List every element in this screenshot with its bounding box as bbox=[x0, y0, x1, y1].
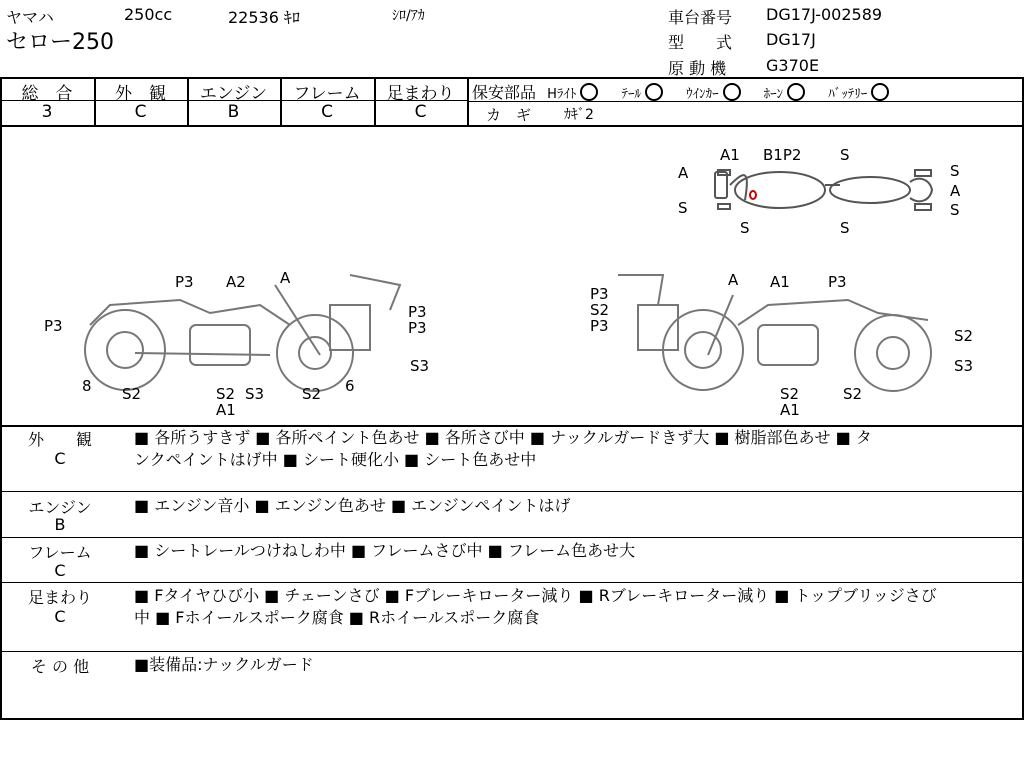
type-label: 型 式 bbox=[668, 33, 733, 52]
svg-text:8: 8 bbox=[82, 377, 92, 395]
remark-grade-frame: C bbox=[54, 561, 66, 580]
overall-grade: 3 bbox=[41, 102, 53, 122]
safety-label: 保安部品 bbox=[472, 83, 537, 102]
battery-label: ﾊﾞｯﾃﾘｰ bbox=[828, 87, 868, 102]
tv-label-a1: A1 bbox=[720, 146, 740, 164]
remark-grade-exterior: C bbox=[54, 449, 66, 468]
tv-label-s: S bbox=[840, 146, 850, 164]
exterior-label: 外 観 bbox=[115, 84, 166, 104]
safety-parts bbox=[472, 80, 889, 103]
svg-text:P3: P3 bbox=[44, 317, 63, 335]
tv-label-s-bottom2: S bbox=[840, 219, 850, 237]
battery-ok-icon bbox=[871, 83, 889, 101]
key-value: ｶｷﾞ2 bbox=[564, 107, 594, 123]
svg-text:P3: P3 bbox=[590, 285, 609, 303]
frame-grade: C bbox=[321, 102, 333, 122]
tv-label-b1p2: B1P2 bbox=[763, 146, 802, 164]
svg-text:S2: S2 bbox=[302, 385, 322, 403]
tail-label: ﾃｰﾙ bbox=[621, 87, 641, 102]
remark-text-frame: ■ シートレールつけねしわ中 ■ フレームさび中 ■ フレーム色あせ大 bbox=[134, 541, 636, 560]
svg-text:S3: S3 bbox=[245, 385, 265, 403]
mileage: 22536 ｷﾛ bbox=[228, 8, 300, 27]
engine-value: G370E bbox=[766, 56, 820, 75]
remark-text-engine: ■ エンジン音小 ■ エンジン色あせ ■ エンジンペイントはげ bbox=[134, 496, 571, 515]
frame-grade-label: フレーム bbox=[293, 84, 361, 104]
svg-text:P3: P3 bbox=[828, 273, 847, 291]
remark-label-engine: エンジン bbox=[28, 498, 92, 517]
tv-label-a-right: A bbox=[950, 182, 961, 200]
headlight-label: Hﾗｲﾄ bbox=[547, 87, 577, 102]
svg-text:S2: S2 bbox=[843, 385, 863, 403]
svg-text:S3: S3 bbox=[954, 357, 974, 375]
winker-label: ｳｲﾝｶｰ bbox=[686, 87, 719, 102]
tv-label-s-right: S bbox=[950, 162, 960, 180]
damage-mark-icon bbox=[750, 191, 756, 199]
remark-grade-suspension: C bbox=[54, 607, 66, 626]
suspension-grade-label: 足まわり bbox=[386, 84, 455, 104]
displacement: 250cc bbox=[124, 5, 173, 24]
svg-text:P3: P3 bbox=[590, 317, 609, 335]
remark-text-exterior-2: ンクペイントはげ中 ■ シート硬化小 ■ シート色あせ中 bbox=[134, 450, 537, 469]
tv-label-s-left: S bbox=[678, 199, 688, 217]
svg-text:P3: P3 bbox=[175, 273, 194, 291]
maker: ヤマハ bbox=[6, 8, 54, 27]
svg-text:A: A bbox=[280, 269, 291, 287]
left-side-diagram bbox=[40, 265, 440, 420]
horn-ok-icon bbox=[787, 83, 805, 101]
overall-label: 総 合 bbox=[21, 84, 73, 104]
type-value: DG17J bbox=[766, 30, 816, 49]
remark-label-suspension: 足まわり bbox=[27, 588, 92, 607]
suspension-grade: C bbox=[414, 102, 427, 122]
svg-text:S2: S2 bbox=[590, 301, 610, 319]
tail-ok-icon bbox=[645, 83, 663, 101]
remark-label-other: そ の 他 bbox=[30, 657, 90, 676]
frame-no-label: 車台番号 bbox=[668, 8, 733, 27]
body-color: ｼﾛ/ｱｶ bbox=[392, 8, 425, 24]
key-label: カ ギ bbox=[486, 106, 532, 124]
svg-text:6: 6 bbox=[345, 377, 355, 395]
engine-grade: B bbox=[227, 102, 240, 122]
remark-label-frame: フレーム bbox=[28, 543, 92, 562]
model-name: セロー250 bbox=[6, 30, 114, 55]
svg-text:P3: P3 bbox=[408, 319, 427, 337]
svg-text:A1: A1 bbox=[216, 401, 236, 419]
svg-text:P3: P3 bbox=[408, 303, 427, 321]
tv-label-s-right2: S bbox=[950, 201, 960, 219]
top-view-diagram bbox=[660, 140, 1000, 240]
tv-label-a-left: A bbox=[678, 164, 689, 182]
engine-label: 原 動 機 bbox=[668, 59, 727, 78]
svg-text:S2: S2 bbox=[122, 385, 142, 403]
svg-text:A: A bbox=[728, 271, 739, 289]
remark-text-other: ■装備品:ナックルガード bbox=[134, 655, 314, 674]
remark-label-exterior: 外 観 bbox=[27, 430, 92, 449]
frame-no: DG17J-002589 bbox=[766, 5, 883, 24]
right-side-diagram bbox=[588, 265, 988, 420]
headlight-ok-icon bbox=[580, 83, 598, 101]
tv-label-s-bottom: S bbox=[740, 219, 750, 237]
horn-label: ﾎｰﾝ bbox=[763, 87, 784, 102]
svg-text:S3: S3 bbox=[410, 357, 430, 375]
engine-grade-label: エンジン bbox=[199, 84, 268, 104]
svg-text:A1: A1 bbox=[770, 273, 790, 291]
exterior-grade: C bbox=[134, 102, 147, 122]
remark-text-suspension-2: 中 ■ Fホイールスポーク腐食 ■ Rホイールスポーク腐食 bbox=[134, 608, 540, 627]
remark-grade-engine: B bbox=[54, 515, 66, 534]
remark-text-suspension: ■ Fタイヤひび小 ■ チェーンさび ■ Fブレーキローター減り ■ Rブレーキローター減り ■ トップブリッジさび bbox=[134, 586, 937, 605]
svg-text:S2: S2 bbox=[780, 385, 800, 403]
svg-text:A2: A2 bbox=[226, 273, 246, 291]
remark-text-exterior: ■ 各所うすきず ■ 各所ペイント色あせ ■ 各所さび中 ■ ナックルガードきず大 ■ 樹脂部色あせ ■ タ bbox=[134, 428, 872, 447]
winker-ok-icon bbox=[723, 83, 741, 101]
svg-text:S2: S2 bbox=[954, 327, 974, 345]
svg-text:A1: A1 bbox=[780, 401, 800, 419]
svg-text:S2: S2 bbox=[216, 385, 236, 403]
